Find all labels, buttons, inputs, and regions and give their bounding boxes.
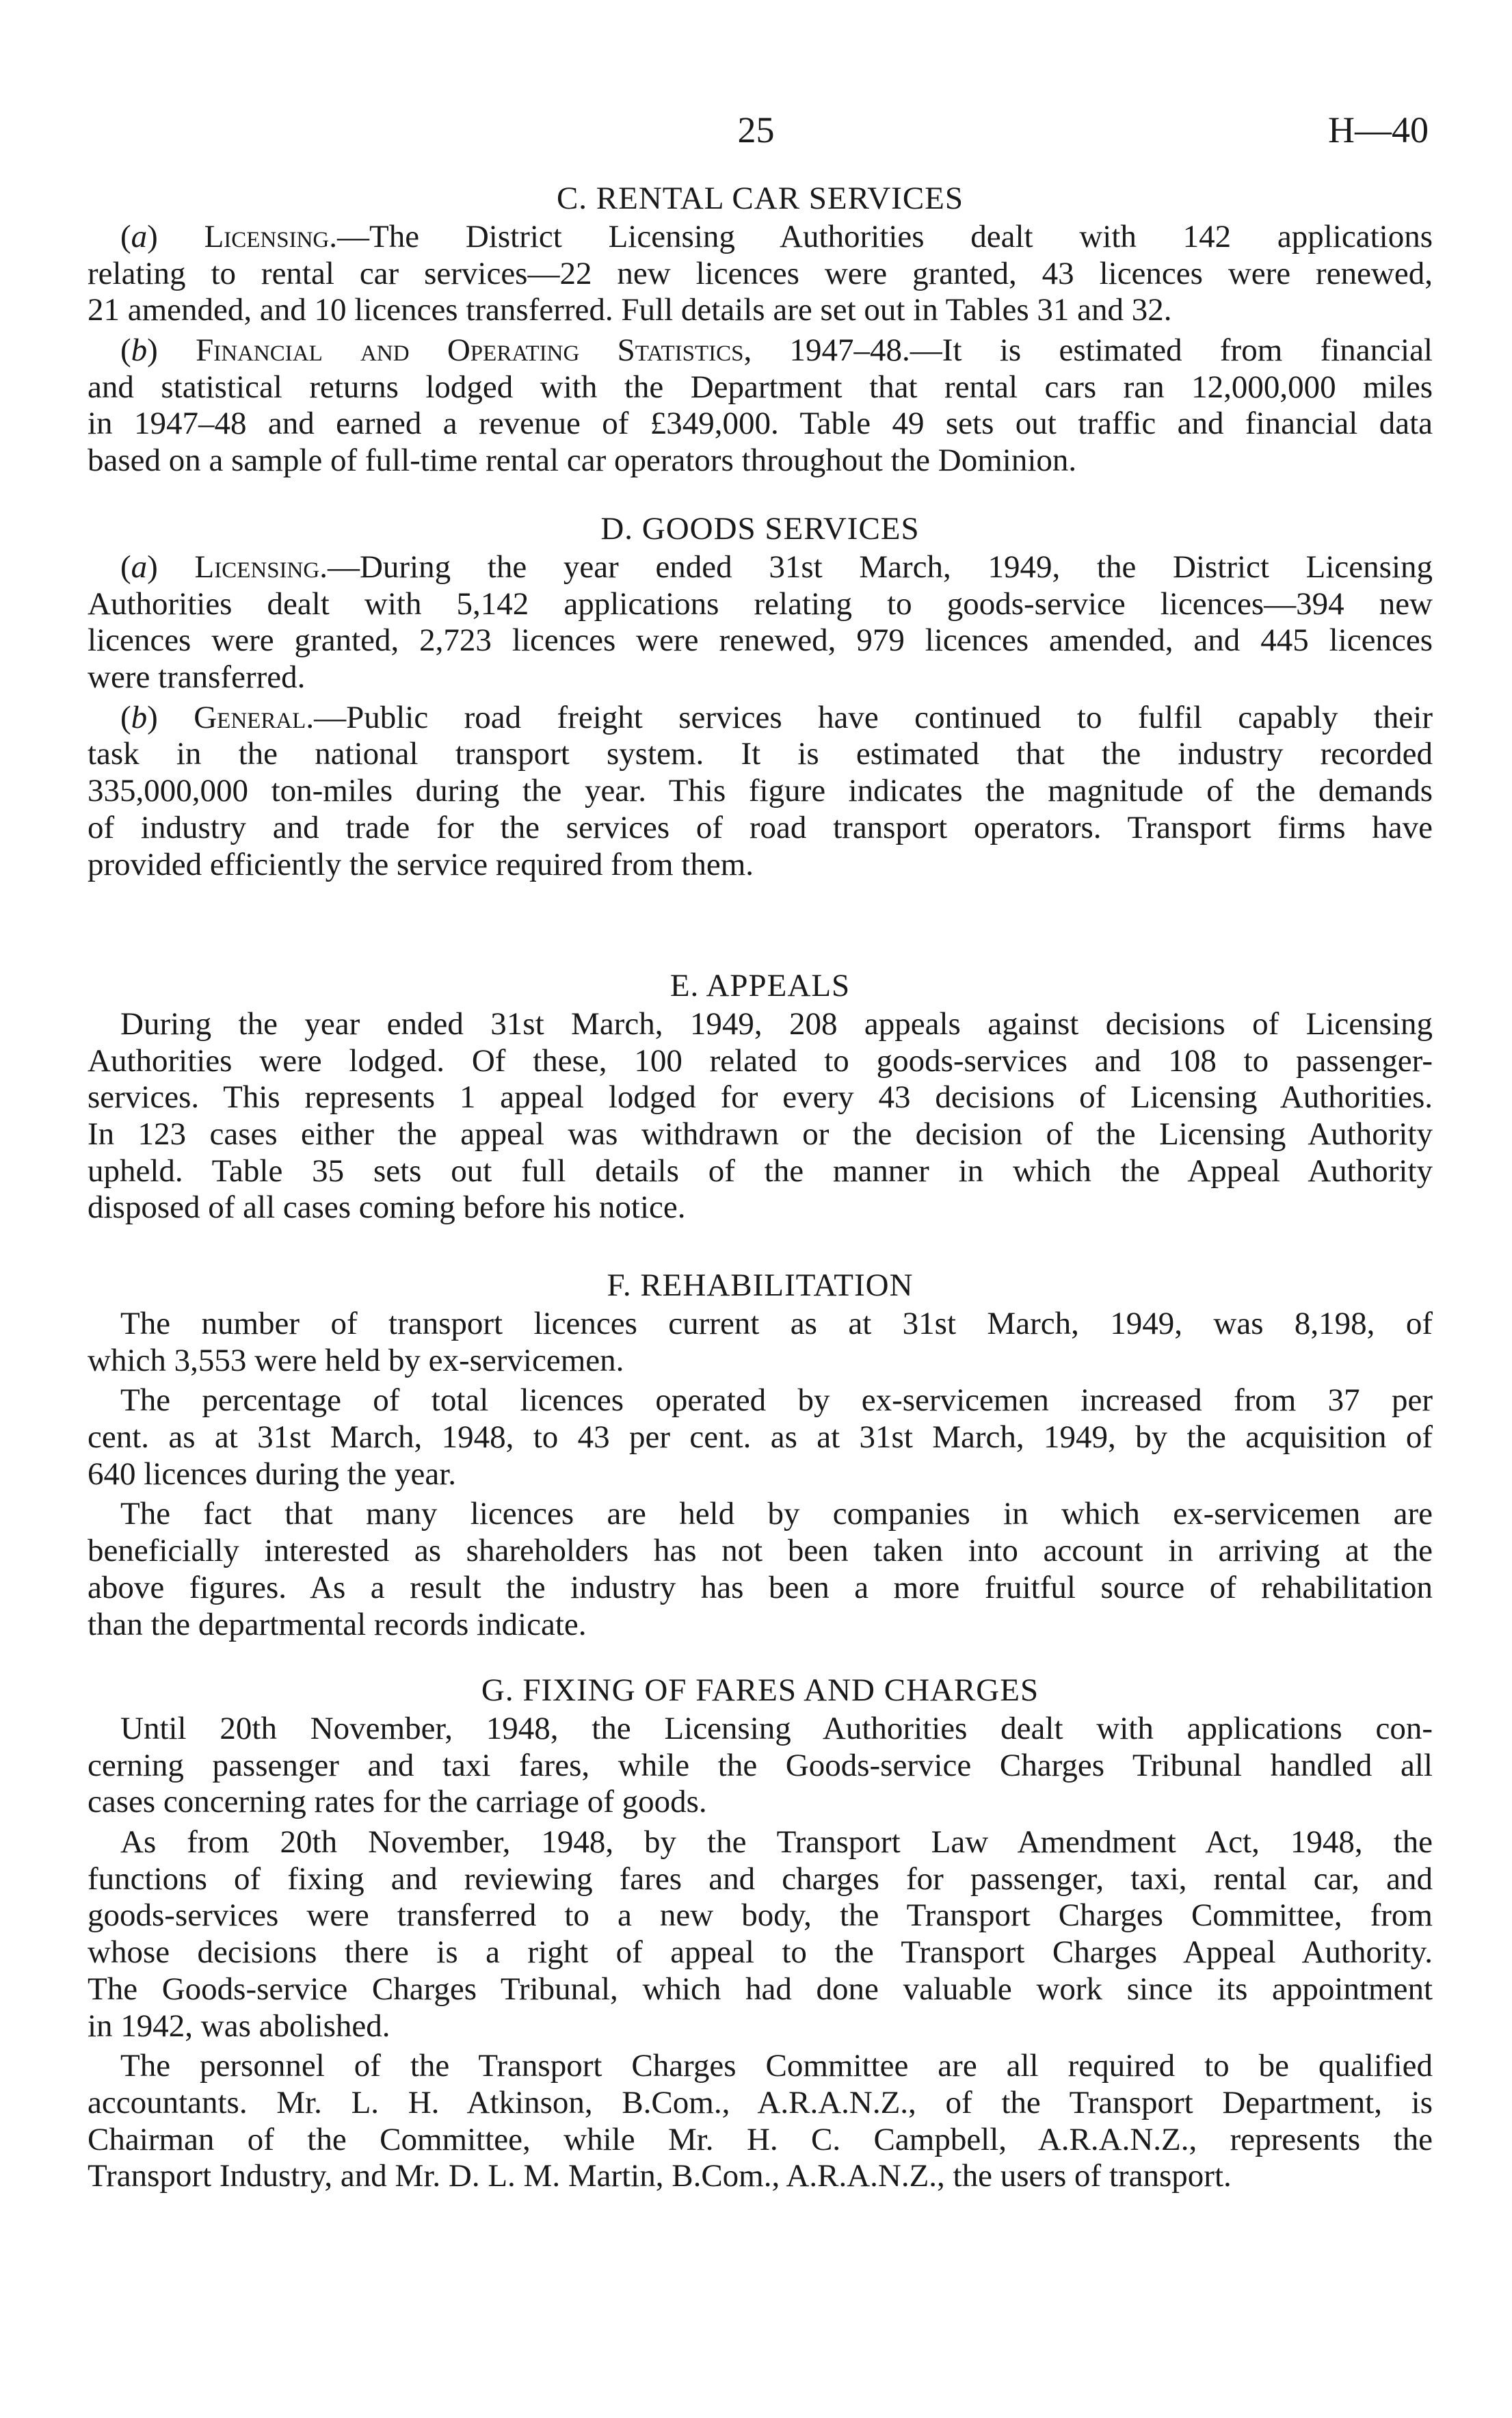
- text-line: [88, 1897, 1433, 1934]
- text-line: [88, 1784, 1433, 1821]
- run-in-heading: Licensing.: [204, 219, 338, 254]
- line-text: In 123 cases either the appeal was withdrawn or the decision of the Licensing Authority: [88, 1116, 1433, 1153]
- page-number: 25: [737, 109, 775, 150]
- line-text: cerning passenger and taxi fares, while the Goods-service Charges Tribunal handled all: [88, 1747, 1433, 1783]
- line-text: —During the year ended 31st March, 1949, the District Licensing: [327, 549, 1433, 585]
- text-line: [88, 406, 1433, 443]
- text-line: [88, 622, 1433, 659]
- text-line: [88, 1861, 1433, 1898]
- text-line: [88, 1190, 1433, 1226]
- line-text: and statistical returns lodged with the Department that rental cars ran 12,000,000 miles: [88, 369, 1433, 405]
- text-line: [88, 1533, 1433, 1570]
- paragraph-label: (a): [120, 219, 204, 254]
- line-text: Chairman of the Committee, while Mr. H. C. Campbell, A.R.A.N.Z., represents the: [88, 2121, 1433, 2157]
- text-line: [88, 1306, 1433, 1343]
- text-line: [88, 549, 1433, 586]
- line-text: disposed of all cases coming before his notice.: [88, 1190, 686, 1226]
- text-line: [88, 773, 1433, 810]
- text-line: [88, 1934, 1433, 1971]
- paragraph-label: (b): [120, 332, 196, 369]
- line-text: based on a sample of full-time rental car operators throughout the Dominion.: [88, 443, 1077, 479]
- text-line: [88, 1116, 1433, 1153]
- paragraph: [88, 1382, 1433, 1493]
- line-text: 335,000,000 ton-miles during the year. This figure indicates the magnitude of the demands: [88, 773, 1433, 809]
- text-line: [88, 2048, 1433, 2085]
- text-line: [88, 1570, 1433, 1607]
- section: [88, 967, 1433, 1230]
- line-text: which 3,553 were held by ex-servicemen.: [88, 1342, 624, 1378]
- text-line: [88, 1496, 1433, 1533]
- section-heading: F. REHABILITATION: [607, 1267, 914, 1303]
- line-text: The fact that many licences are held by companies in which ex-servicemen are: [120, 1496, 1433, 1532]
- line-text: services. This represents 1 appeal lodged for every 43 decisions of Licensing Authorities.: [88, 1079, 1433, 1116]
- paragraph-label-letter: a: [131, 549, 148, 585]
- section-heading: D. GOODS SERVICES: [600, 511, 920, 547]
- text-line: [88, 810, 1433, 847]
- paragraph: [88, 1496, 1433, 1643]
- line-text: provided efficiently the service required from them.: [88, 846, 754, 882]
- line-text: 640 licences during the year.: [88, 1456, 457, 1492]
- line-text: beneficially interested as shareholders has not been taken into account in arriving at the: [88, 1533, 1433, 1569]
- text-line: [88, 2008, 1433, 2045]
- paragraph-label-letter: b: [131, 332, 148, 369]
- section-heading: G. FIXING OF FARES AND CHARGES: [481, 1672, 1039, 1708]
- line-text: task in the national transport system. It is estimated that the industry recorded: [88, 736, 1433, 772]
- line-text: The percentage of total licences operated by ex-servicemen increased from 37 per: [120, 1382, 1433, 1419]
- text-line: [88, 847, 1433, 884]
- paragraph-label: (a): [120, 549, 195, 585]
- text-line: [88, 1748, 1433, 1785]
- run-in-heading: Licensing.: [194, 549, 328, 585]
- text-line: [88, 586, 1433, 623]
- document-code: H—40: [1328, 109, 1429, 150]
- paragraph: [88, 1006, 1433, 1226]
- line-text: Authorities dealt with 5,142 applications relating to goods-service licences—394 new: [88, 586, 1433, 622]
- text-line: [88, 1456, 1433, 1493]
- text-line: [88, 1006, 1433, 1043]
- line-text: During the year ended 31st March, 1949, 208 appeals against decisions of Licensing: [120, 1006, 1433, 1042]
- line-text: 21 amended, and 10 licences transferred. Full details are set out in Tables 31 and 32.: [88, 292, 1172, 328]
- paragraph-label-letter: a: [131, 219, 148, 254]
- text-line: [88, 292, 1433, 329]
- paragraph: [88, 332, 1433, 479]
- line-text: in 1947–48 and earned a revenue of £349,000. Table 49 sets out traffic and financial data: [88, 406, 1433, 442]
- line-text: The number of transport licences current as at 31st March, 1949, was 8,198, of: [120, 1306, 1433, 1341]
- paragraph: [88, 219, 1433, 329]
- section-heading: E. APPEALS: [669, 968, 851, 1003]
- text-line: [88, 1043, 1433, 1080]
- line-text: relating to rental car services—22 new licences were granted, 43 licences were renewed,: [88, 255, 1433, 291]
- section: [88, 510, 1433, 886]
- text-line: [88, 1382, 1433, 1419]
- text-line: [88, 1971, 1433, 2008]
- paragraph: [88, 549, 1433, 696]
- text-line: [88, 736, 1433, 773]
- section: [88, 1672, 1433, 2198]
- paragraph-label: (b): [120, 699, 194, 735]
- line-text: licences were granted, 2,723 licences were renewed, 979 licences amended, and 445 licences: [88, 622, 1433, 659]
- line-text: The personnel of the Transport Charges Committee are all required to be qualified: [120, 2048, 1433, 2084]
- text-line: [88, 1079, 1433, 1116]
- text-line: [88, 369, 1433, 406]
- text-line: [88, 659, 1433, 696]
- line-text: than the departmental records indicate.: [88, 1606, 587, 1642]
- paragraph: [88, 1711, 1433, 1821]
- paragraph: [88, 1306, 1433, 1379]
- line-text: of industry and trade for the services of road transport operators. Transport firms have: [88, 809, 1433, 845]
- text-line: [88, 1824, 1433, 1861]
- paragraph: [88, 2048, 1433, 2195]
- line-text: in 1942, was abolished.: [88, 2008, 390, 2044]
- text-line: [88, 2085, 1433, 2122]
- text-line: [88, 2158, 1433, 2195]
- text-line: [88, 1711, 1433, 1748]
- paragraph-label-letter: b: [131, 699, 148, 735]
- text-line: [88, 1153, 1433, 1190]
- line-text: cases concerning rates for the carriage of goods.: [88, 1784, 707, 1820]
- run-in-heading: General.: [194, 699, 315, 735]
- line-text: As from 20th November, 1948, by the Transport Law Amendment Act, 1948, the: [120, 1824, 1433, 1861]
- section: [88, 1267, 1433, 1646]
- text-line: [88, 1607, 1433, 1644]
- line-text: —Public road freight services have continued to fulfil capably their: [314, 699, 1433, 735]
- line-text: Transport Industry, and Mr. D. L. M. Martin, B.Com., A.R.A.N.Z., the users of transport.: [88, 2158, 1232, 2194]
- line-text: cent. as at 31st March, 1948, to 43 per cent. as at 31st March, 1949, by the acquisition of: [88, 1419, 1433, 1456]
- line-text: accountants. Mr. L. H. Atkinson, B.Com., A.R.A.N.Z., of the Transport Department, is: [88, 2084, 1433, 2120]
- section: [88, 180, 1433, 483]
- text-line: [88, 2122, 1433, 2159]
- line-text: upheld. Table 35 sets out full details of the manner in which the Appeal Authority: [88, 1153, 1433, 1189]
- line-text: were transferred.: [88, 659, 306, 696]
- line-text: Until 20th November, 1948, the Licensing Authorities dealt with applications con-: [120, 1711, 1433, 1746]
- line-text: Authorities were lodged. Of these, 100 related to goods-services and 108 to passenger-: [88, 1042, 1433, 1079]
- line-text: The Goods-service Charges Tribunal, which had done valuable work since its appointment: [88, 1971, 1433, 2007]
- text-line: [88, 443, 1433, 479]
- text-line: [88, 1343, 1433, 1380]
- text-line: [88, 1419, 1433, 1456]
- text-line: [88, 256, 1433, 293]
- line-text: goods-services were transferred to a new body, the Transport Charges Committee, from: [88, 1897, 1433, 1934]
- line-text: whose decisions there is a right of appeal to the Transport Charges Appeal Authority.: [88, 1934, 1433, 1971]
- run-in-heading: Financial and Operating Statistics, 1947–48.: [196, 332, 910, 369]
- line-text: functions of fixing and reviewing fares and charges for passenger, taxi, rental car, and: [88, 1861, 1433, 1897]
- text-line: [88, 219, 1433, 256]
- text-line: [88, 332, 1433, 369]
- line-text: —It is estimated from financial: [910, 332, 1433, 369]
- paragraph: [88, 700, 1433, 883]
- section-heading: C. RENTAL CAR SERVICES: [556, 181, 964, 216]
- line-text: above figures. As a result the industry has been a more fruitful source of rehabilitation: [88, 1569, 1433, 1605]
- line-text: —The District Licensing Authorities dealt with 142 applications: [337, 219, 1433, 254]
- text-line: [88, 700, 1433, 737]
- paragraph: [88, 1824, 1433, 2045]
